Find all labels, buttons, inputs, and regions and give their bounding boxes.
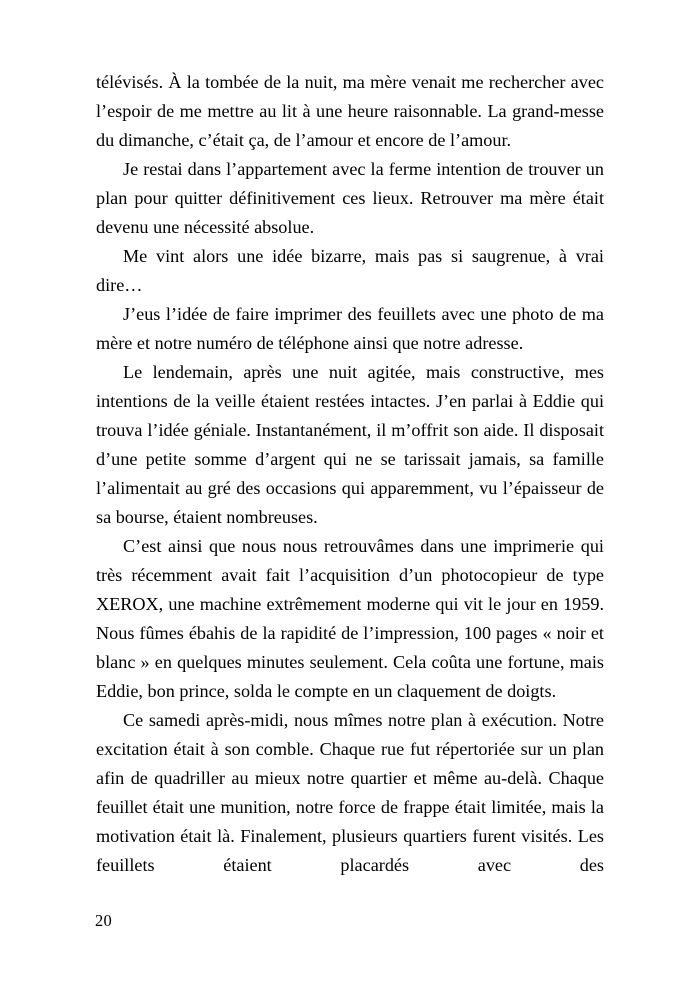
- page-number: 20: [95, 911, 112, 930]
- paragraph: Je restai dans l’appartement avec la ferme intention de trouver un plan pour quitter définitivement ces lieux. Retrouver ma mère était devenu une nécessité absolue.: [96, 159, 604, 237]
- paragraph: J’eus l’idée de faire imprimer des feuillets avec une photo de ma mère et notre numéro de téléphone ainsi que notre adresse.: [96, 304, 604, 353]
- page-body-text: [96, 68, 604, 909]
- paragraph: Me vint alors une idée bizarre, mais pas si saugrenue, à vrai dire…: [96, 246, 604, 295]
- paragraph: Le lendemain, après une nuit agitée, mais constructive, mes intentions de la veille étaient restées intactes. J’en parlai à Eddie qui trouva l’idée géniale. Instantanément, il m’offrit son aide. Il disposait d’une petite somme d’argent qui ne se tarissait jamais, sa famille l’alimentait au gré des occasions qui apparemment, vu l’épaisseur de sa bourse, étaient nombreuses.: [96, 362, 604, 527]
- paragraph: C’est ainsi que nous nous retrouvâmes dans une imprimerie qui très récemment avait fait l’acquisition d’un photocopieur de type XEROX, une machine extrêmement moderne qui vit le jour en 1959. Nous fûmes ébahis de la rapidité de l’impression, 100 pages « noir et blanc » en quelques minutes seulement. Cela coûta une fortune, mais Eddie, bon prince, solda le compte en un claquement de doigts.: [96, 536, 604, 701]
- paragraph: télévisés. À la tombée de la nuit, ma mère venait me rechercher avec l’espoir de me mettre au lit à une heure raisonnable. La grand-messe du dimanche, c’était ça, de l’amour et encore de l’amour.: [96, 72, 604, 150]
- paragraph: Ce samedi après-midi, nous mîmes notre plan à exécution. Notre excitation était à son comble. Chaque rue fut répertoriée sur un plan afin de quadriller au mieux notre quartier et même au-delà. Chaque feuillet était une munition, notre force de frappe était limitée, mais la motivation était là. Finalement, plusieurs quartiers furent visités. Les feuillets étaient placardés avec des: [96, 710, 604, 875]
